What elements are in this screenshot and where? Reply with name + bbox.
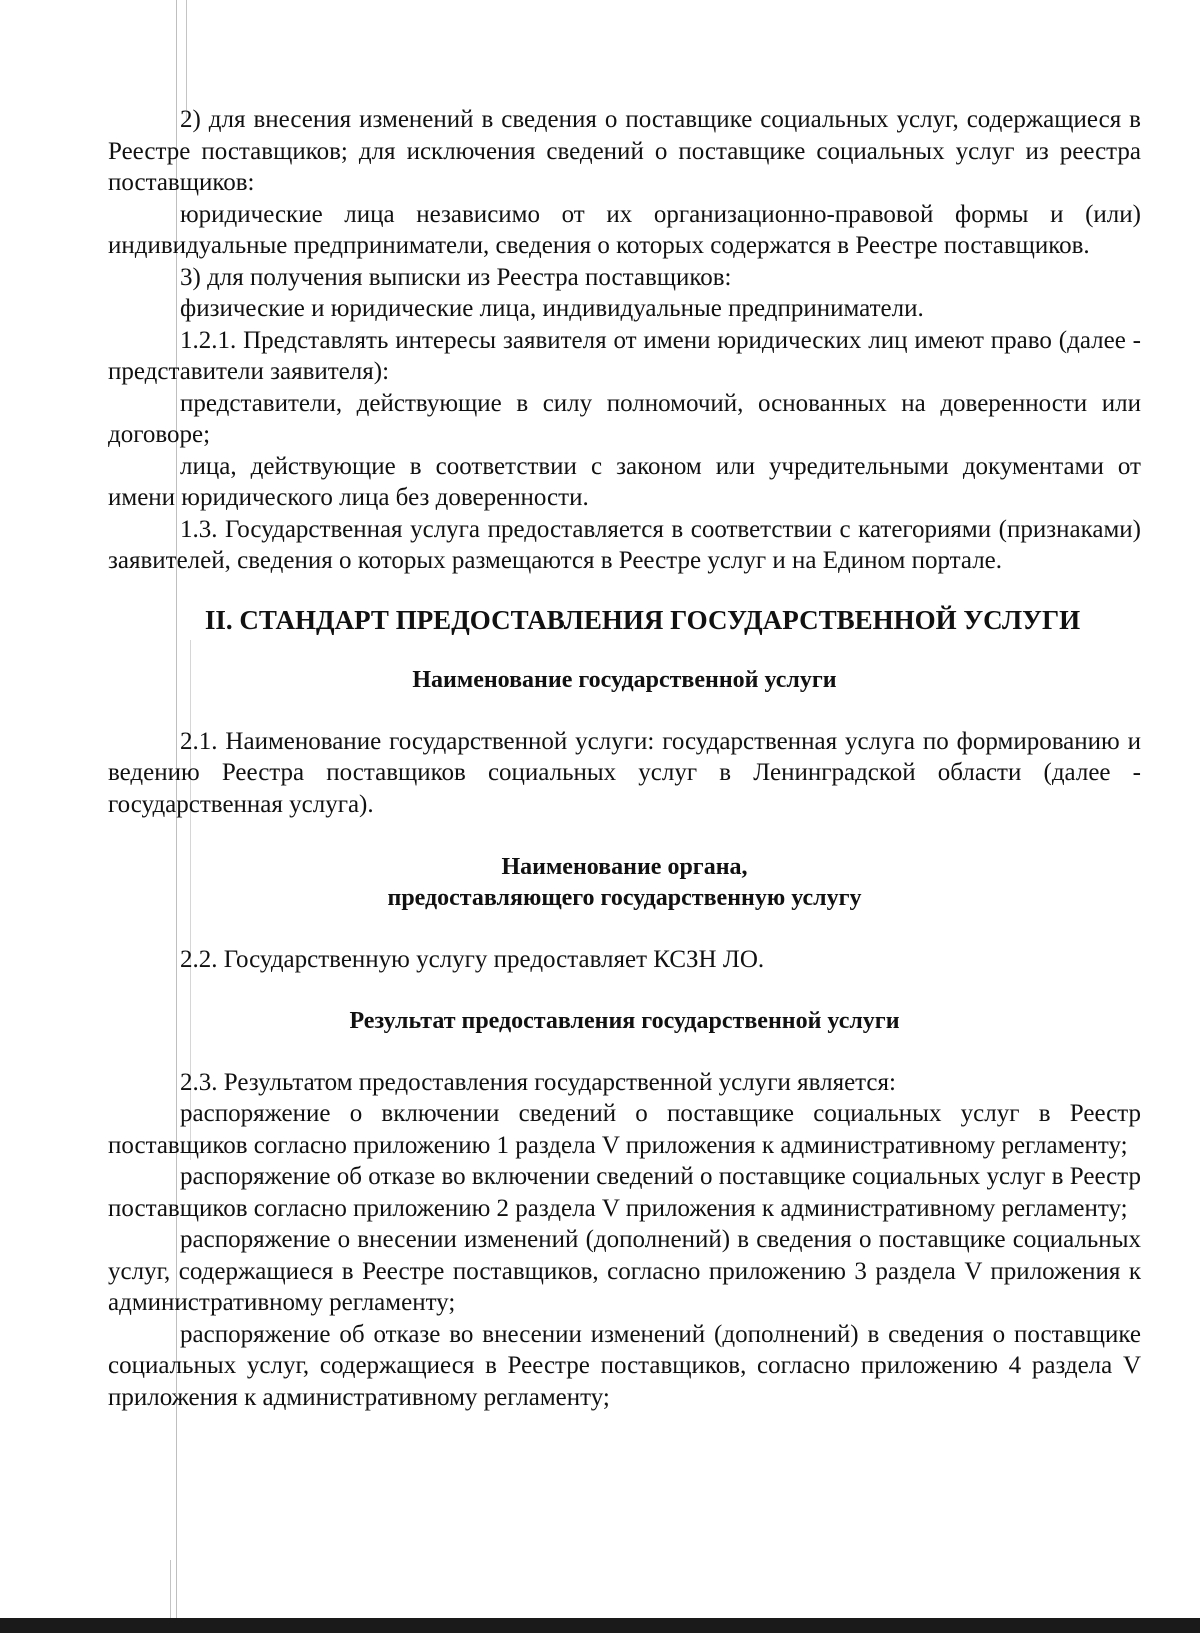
paragraph-2-1: 2.1. Наименование государственной услуги: государственная услуга по формированию и ведению Реестра поставщиков социальных услуг в Ленинградской области (далее - государственная услуга).	[108, 727, 1141, 818]
document-body	[108, 104, 1141, 1413]
paragraph: 2) для внесения изменений в сведения о поставщике социальных услуг, содержащиеся в Реестре поставщиков; для исключения сведений о поставщике социальных услуг из реестра поставщиков:	[108, 106, 1141, 196]
paragraph-2-2: 2.2. Государственную услугу предоставляет КСЗН ЛО.	[180, 946, 765, 973]
subheading-service-name: Наименование государственной услуги	[412, 666, 837, 693]
scan-bottom-edge	[0, 1618, 1200, 1633]
subheading-result: Результат предоставления государственной услуги	[349, 1007, 900, 1034]
paragraph: юридические лица независимо от их организационно-правовой формы и (или) индивидуальные предприниматели, сведения о которых содержатся в Реестре поставщиков.	[108, 200, 1141, 259]
paragraph: распоряжение о внесении изменений (дополнений) в сведения о поставщике социальных услуг, содержащиеся в Реестре поставщиков, согласно приложению 3 раздела V приложения к административному регламенту;	[108, 1226, 1141, 1316]
paragraph: распоряжение о включении сведений о поставщике социальных услуг в Реестр поставщиков согласно приложению 1 раздела V приложения к административному регламенту;	[108, 1100, 1141, 1159]
paragraph: лица, действующие в соответствии с законом или учредительными документами от имени юридического лица без доверенности.	[108, 452, 1141, 511]
paragraph: 1.3. Государственная услуга предоставляется в соответствии с категориями (признаками) заявителей, сведения о которых размещаются в Реестре услуг и на Едином портале.	[108, 515, 1141, 574]
scan-artifact-line	[186, 0, 187, 120]
paragraph: физические и юридические лица, индивидуальные предприниматели.	[180, 295, 924, 322]
paragraph: представители, действующие в силу полномочий, основанных на доверенности или договоре;	[108, 389, 1141, 448]
section-title: II. СТАНДАРТ ПРЕДОСТАВЛЕНИЯ ГОСУДАРСТВЕННОЙ УСЛУГИ	[204, 604, 1081, 635]
paragraph: 1.2.1. Представлять интересы заявителя от имени юридических лиц имеют право (далее - представители заявителя):	[108, 326, 1141, 385]
subheading-organ-line1: Наименование органа,	[501, 854, 748, 880]
paragraph: 3) для получения выписки из Реестра поставщиков:	[180, 263, 732, 291]
paragraph: распоряжение об отказе во внесении изменений (дополнений) в сведения о поставщике социальных услуг, содержащиеся в Реестре поставщиков, согласно приложению 4 раздела V приложения к административному регламенту;	[108, 1320, 1141, 1411]
subheading-organ-line2: предоставляющего государственную услугу	[387, 885, 862, 911]
paragraph: 2.3. Результатом предоставления государственной услуги является:	[180, 1068, 896, 1096]
paragraph: распоряжение об отказе во включении сведений о поставщике социальных услуг в Реестр поставщиков согласно приложению 2 раздела V приложения к административному регламенту;	[108, 1163, 1141, 1222]
